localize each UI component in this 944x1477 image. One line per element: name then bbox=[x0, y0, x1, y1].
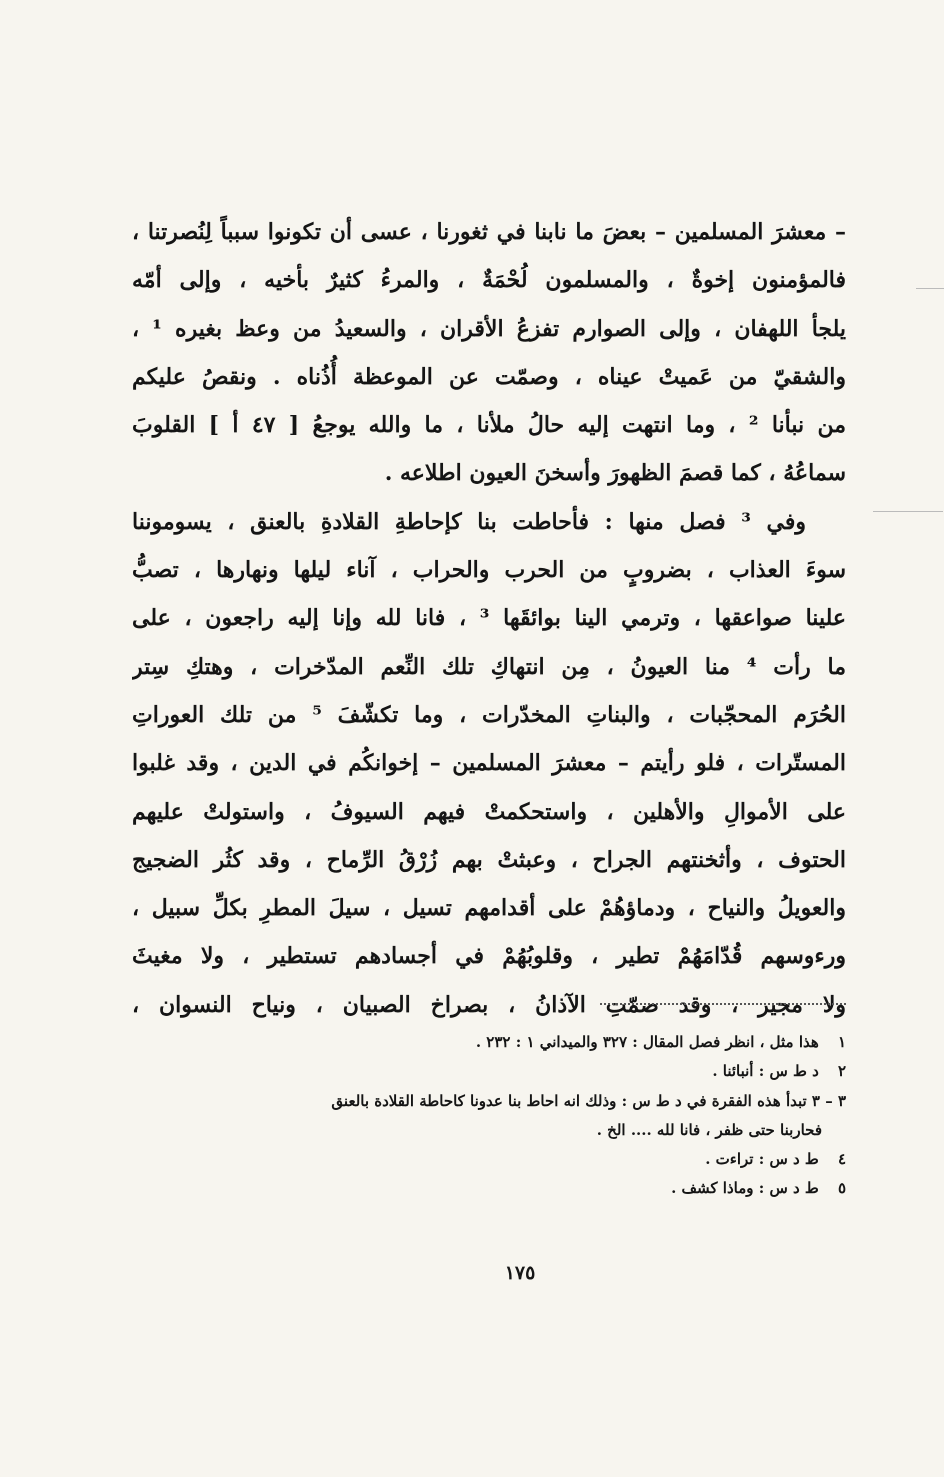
footnote-continuation bbox=[178, 1116, 846, 1145]
footnote-text: تبدأ هذه الفقرة في د ط س : وذلك انه احاط بنا عدونا كاحاطة القلادة بالعنق bbox=[331, 1091, 807, 1110]
footnote-text: فحاربنا حتى ظفر ، فانا لله .... الخ . bbox=[596, 1120, 822, 1139]
footnote bbox=[178, 1057, 846, 1086]
footnote-number: ٤ bbox=[837, 1150, 846, 1169]
text-line: يلجأ اللهفان ، وإلى الصوارم تفزعُ الأقران ، والسعيدُ من وعظ بغيره ¹ ، bbox=[132, 315, 846, 342]
text-line: على الأموالِ والأهلين ، واستحكمتْ فيهم السيوفُ ، واستولتْ عليهم bbox=[132, 798, 846, 825]
text-line: ولا مجير ، وقد صمّتِ الآذانُ ، بصراخ الصبيان ، ونياح النسوان ، bbox=[132, 991, 846, 1018]
footnote-number: ٥ bbox=[837, 1179, 846, 1198]
text-line: من نبأنا ² ، وما انتهت إليه حالُ ملأنا ، ما والله يوجعُ [ ٤٧ أ ] القلوبَ bbox=[132, 412, 846, 439]
text-line: سوءَ العذاب ، بضروبٍ من الحرب والحراب ، آناء ليلها ونهارها ، تصبُّ bbox=[132, 557, 846, 584]
footnote bbox=[178, 1087, 846, 1116]
text-line: فالمؤمنون إخوةٌ ، والمسلمون لُحْمَةٌ ، والمرءُ كثيرٌ بأخيه ، وإلى أمّه bbox=[132, 267, 846, 294]
footnote-separator bbox=[600, 1003, 846, 1005]
footnote-text: د ط س : أنبائنا . bbox=[712, 1062, 819, 1081]
text-line: وفي ³ فصل منها : فأحاطت بنا كإحاطةِ القلادةِ بالعنق ، يسوموننا bbox=[132, 508, 806, 535]
text-line: ورءوسهم قُدّامَهُمْ تطير ، وقلوبُهُمْ في أجسادهم تستطير ، ولا مغيثَ bbox=[132, 943, 846, 970]
footnote-text: ط د س : تراءت . bbox=[705, 1150, 819, 1169]
page-number: ١٧٥ bbox=[504, 1262, 536, 1284]
footnote bbox=[178, 1145, 846, 1174]
footnotes-block bbox=[178, 1028, 846, 1204]
footnote bbox=[178, 1174, 846, 1203]
text-line: سماعُهُ ، كما قصمَ الظهورَ وأسخنَ العيون اطلاعه . bbox=[384, 460, 846, 487]
text-line: – معشرَ المسلمين – بعضَ ما نابنا في ثغورنا ، عسى أن تكونوا سبباً لِنُصرتنا ، bbox=[132, 219, 846, 245]
footnote-text: هذا مثل ، انظر فصل المقال : ٣٢٧ والميداني ١ : ٢٣٢ . bbox=[475, 1033, 819, 1051]
footnote-number: ٢ bbox=[837, 1062, 846, 1081]
margin-pencil-mark bbox=[873, 511, 943, 512]
footnote bbox=[178, 1028, 846, 1057]
footnote-number: ١ bbox=[837, 1033, 846, 1051]
footnote-number: ٣ – ٣ bbox=[811, 1091, 846, 1110]
text-line: ما رأت ⁴ منا العيونُ ، مِن انتهاكِ تلك النِّعم المدّخرات ، وهتكِ سِتر bbox=[132, 653, 846, 680]
footnote-text: ط د س : وماذا كشف . bbox=[671, 1179, 819, 1198]
text-line: والشقيّ من عَميتْ عيناه ، وصمّت عن الموعظة أُذُناه . ونقصُ عليكم bbox=[132, 363, 846, 390]
main-text-block bbox=[132, 208, 846, 1029]
margin-pencil-mark bbox=[916, 288, 944, 289]
text-line: الحُرَم المحجّبات ، والبناتِ المخدّرات ، وما تكشّفَ ⁵ من تلك العوراتِ bbox=[132, 701, 846, 728]
text-line: المستّرات ، فلو رأيتم – معشرَ المسلمين – إخوانكُم في الدين ، وقد غلبوا bbox=[132, 750, 846, 777]
text-line: الحتوف ، وأثخنتهم الجراح ، وعبثتْ بهم زُرْقُ الرِّماح ، وقد كثُر الضجيج bbox=[132, 846, 846, 873]
text-line: والعويلُ والنياح ، ودماؤهُمْ على أقدامهم تسيل ، سيلَ المطرِ بكلِّ سبيل ، bbox=[132, 895, 846, 922]
text-line: علينا صواعقها ، وترمي الينا بوائقَها ³ ، فانا لله وإنا إليه راجعون ، على bbox=[132, 605, 846, 632]
